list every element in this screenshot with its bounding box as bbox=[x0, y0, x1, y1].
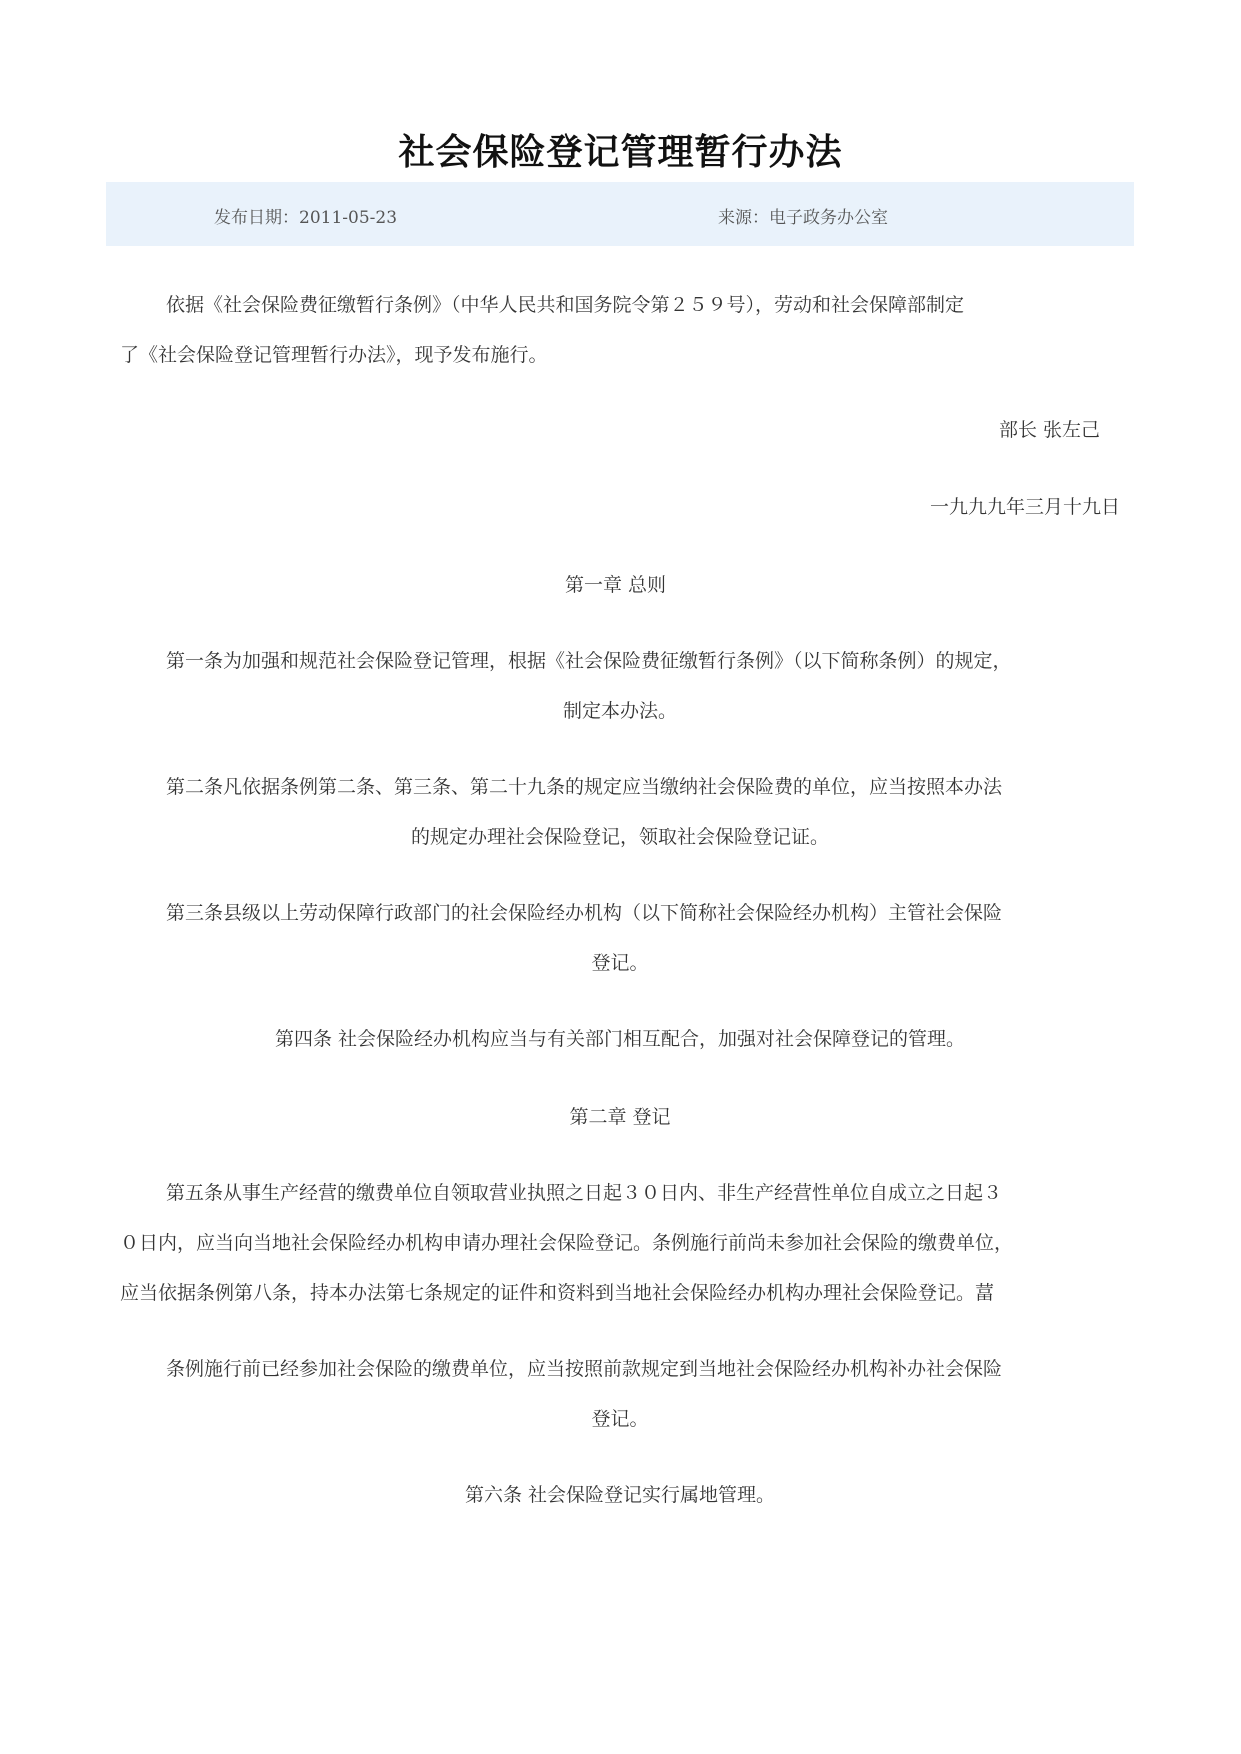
article-5b-line-1: 条例施行前已经参加社会保险的缴费单位，应当按照前款规定到当地社会保险经办机构补办社会保险 bbox=[166, 1358, 1003, 1380]
article-1-line-1: 第一条为加强和规范社会保险登记管理，根据《社会保险费征缴暂行条例》（以下简称条例）的规定， bbox=[166, 650, 1012, 672]
article-5-line-3: 应当依据条例第八条，持本办法第七条规定的证件和资料到当地社会保险经办机构办理社会保险登记。葍 bbox=[120, 1282, 995, 1304]
meta-bar bbox=[106, 182, 1134, 246]
article-2-line-2: 的规定办理社会保险登记，领取社会保险登记证。 bbox=[410, 826, 829, 848]
article-3 bbox=[120, 888, 1120, 988]
chapter-heading-1: 第一章 总则 bbox=[565, 574, 667, 596]
article-3-line-1: 第三条县级以上劳动保障行政部门的社会保险经办机构（以下简称社会保险经办机构）主管社会保险 bbox=[166, 902, 1003, 924]
article-5 bbox=[120, 1168, 1130, 1318]
article-5-line-2: ０日内，应当向当地社会保险经办机构申请办理社会保险登记。条例施行前尚未参加社会保险的缴费单位， bbox=[120, 1232, 1014, 1254]
article-2-line-1: 第二条凡依据条例第二条、第三条、第二十九条的规定应当缴纳社会保险费的单位，应当按照本办法 bbox=[166, 776, 1003, 798]
article-1-line-2: 制定本办法。 bbox=[562, 700, 677, 722]
article-5-paragraph-2 bbox=[120, 1344, 1120, 1444]
signature: 部长 张左己 bbox=[998, 419, 1100, 441]
chapter-heading-2: 第二章 登记 bbox=[569, 1106, 671, 1128]
article-1 bbox=[120, 636, 1120, 736]
preamble-line-2: 了《社会保险登记管理暂行办法》，现予发布施行。 bbox=[120, 344, 548, 366]
article-6: 第六条 社会保险登记实行属地管理。 bbox=[464, 1484, 776, 1506]
preamble-line-1: 依据《社会保险费征缴暂行条例》（中华人民共和国务院令第２５９号），劳动和社会保障部制定 bbox=[166, 294, 965, 316]
document-title: 社会保险登记管理暂行办法 bbox=[398, 131, 843, 173]
sign-date: 一九九九年三月十九日 bbox=[929, 496, 1120, 518]
publish-date: 发布日期：2011-05-23 bbox=[214, 208, 398, 228]
article-2 bbox=[120, 762, 1120, 862]
preamble-paragraph bbox=[120, 280, 1130, 380]
article-5-line-1: 第五条从事生产经营的缴费单位自领取营业执照之日起３０日内、非生产经营性单位自成立之日起３ bbox=[166, 1182, 1003, 1204]
article-5b-line-2: 登记。 bbox=[591, 1408, 649, 1430]
source: 来源：电子政务办公室 bbox=[718, 208, 888, 228]
article-3-line-2: 登记。 bbox=[591, 952, 649, 974]
article-4: 第四条 社会保险经办机构应当与有关部门相互配合，加强对社会保障登记的管理。 bbox=[274, 1028, 966, 1050]
